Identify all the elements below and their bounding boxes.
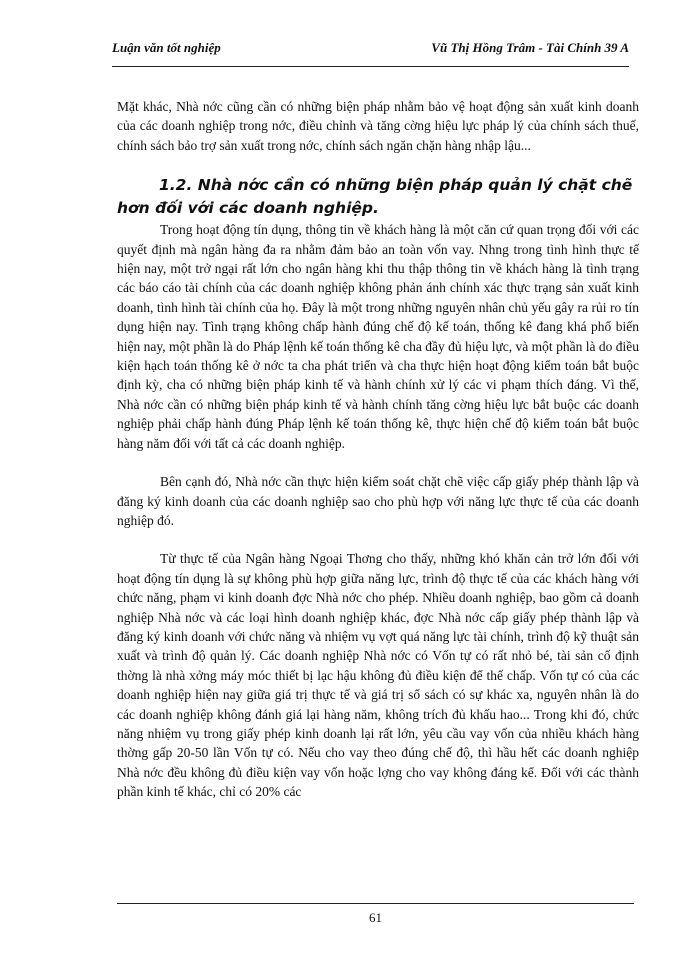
header-left-title: Luận văn tốt nghiệp: [112, 40, 221, 55]
page-number: 61: [369, 910, 382, 925]
paragraph-intro: Mặt khác, Nhà nớc cũng cần có những biện pháp nhằm bảo vệ hoạt động sản xuất kinh doanh của các doanh nghiệp trong nớc, điều chỉnh và tăng cờng hiệu lực pháp lý của chính sách thuế, chính sách bảo trợ sản xuất trong nớc, chính sách ngăn chặn hàng nhập lậu...: [117, 99, 639, 153]
paragraph-spacer: [117, 530, 639, 549]
footer-divider: [117, 903, 634, 904]
paragraph-bank-experience: Từ thực tế của Ngân hàng Ngoại Thơng cho thấy, những khó khăn cản trở lớn đối với hoạt động tín dụng là sự không phù hợp giữa năng lực, trình độ thực tế của các khách hàng với chức năng, phạm vi kinh doanh đợc Nhà nớc cho phép. Nhiều doanh nghiệp, bao gồm cả doanh nghiệp Nhà nớc và các loại hình doanh nghiệp khác, đợc Nhà nớc cấp giấy phép thành lập và đăng ký kinh doanh với chức năng và nhiệm vụ vợt quá năng lực tài chính, trình độ kỹ thuật sản xuất và trình độ quản lý. Các doanh nghiệp Nhà nớc có Vốn tự có rất nhỏ bé, tài sản cố định thờng là nhà xởng máy móc thiết bị lạc hậu không đủ điều kiện để thế chấp. Vốn tự có của các doanh nghiệp hiện nay giữa giá trị thực tế và giá trị sổ sách có sự khác xa, nguyên nhân là do các doanh nghiệp không đánh giá lại hàng năm, không trích đủ khấu hao... Trong khi đó, chức năng nhiệm vụ trong giấy phép kinh doanh lại rất lớn, yêu cầu vay vốn của nhiều khách hàng thờng gấp 20-50 lần Vốn tự có. Nếu cho vay theo đúng chế độ, thì hầu hết các doanh nghiệp Nhà nớc đều không đủ điều kiện vay vốn hoặc lợng cho vay không đáng kể. Đối với các thành phần kinh tế khác, chỉ có 20% các: [117, 551, 639, 800]
header-divider: [112, 66, 629, 67]
running-header: [112, 40, 629, 62]
page-body: [117, 97, 639, 802]
header-right-author: Vũ Thị Hồng Trâm - Tài Chính 39 A: [431, 40, 629, 55]
paragraph-spacer: [117, 453, 639, 472]
paragraph-licensing: Bên cạnh đó, Nhà nớc cần thực hiện kiểm soát chặt chẽ việc cấp giấy phép thành lập và đăng ký kinh doanh của các doanh nghiệp sao cho phù hợp với năng lực thực tế của các doanh nghiệp đó.: [117, 474, 639, 528]
paragraph-credit-information: Trong hoạt động tín dụng, thông tin về khách hàng là một căn cứ quan trọng đối với các quyết định mà ngân hàng đa ra nhằm đảm bảo an toàn vốn vay. Nhng trong tình hình thực tế hiện nay, một trở ngại rất lớn cho ngân hàng khi thu thập thông tin về khách hàng là tình trạng các báo cáo tài chính của các doanh nghiệp không phản ánh chính xác thực trạng sản xuất kinh doanh, tình hình tài chính của họ. Đây là một trong những nguyên nhân chủ yếu gây ra rủi ro tín dụng hiện nay. Tình trạng không chấp hành đúng chế độ kế toán, thống kê đang khá phổ biến hiện nay, một phần là do Pháp lệnh kế toán thống kê cha đầy đủ hiệu lực, và một phần là do điều kiện hạch toán thống kê ở nớc ta cha phát triển và cha thực hiện hoạt động kiểm toán bắt buộc định kỳ, cha có những biện pháp kinh tế và hành chính xử lý các vi phạm thích đáng. Vì thế, Nhà nớc cần có những biện pháp kinh tế và hành chính tăng cờng hiệu lực bắt buộc các doanh nghiệp phải chấp hành đúng Pháp lệnh kế toán thống kê, thực hiện chế độ kiểm toán bắt buộc hàng năm đối với tất cả các doanh nghiệp.: [117, 222, 639, 451]
section-heading: 1.2. Nhà nớc cần có những biện pháp quản lý chặt chẽ hơn đối với các doanh nghiệp.: [117, 176, 633, 218]
